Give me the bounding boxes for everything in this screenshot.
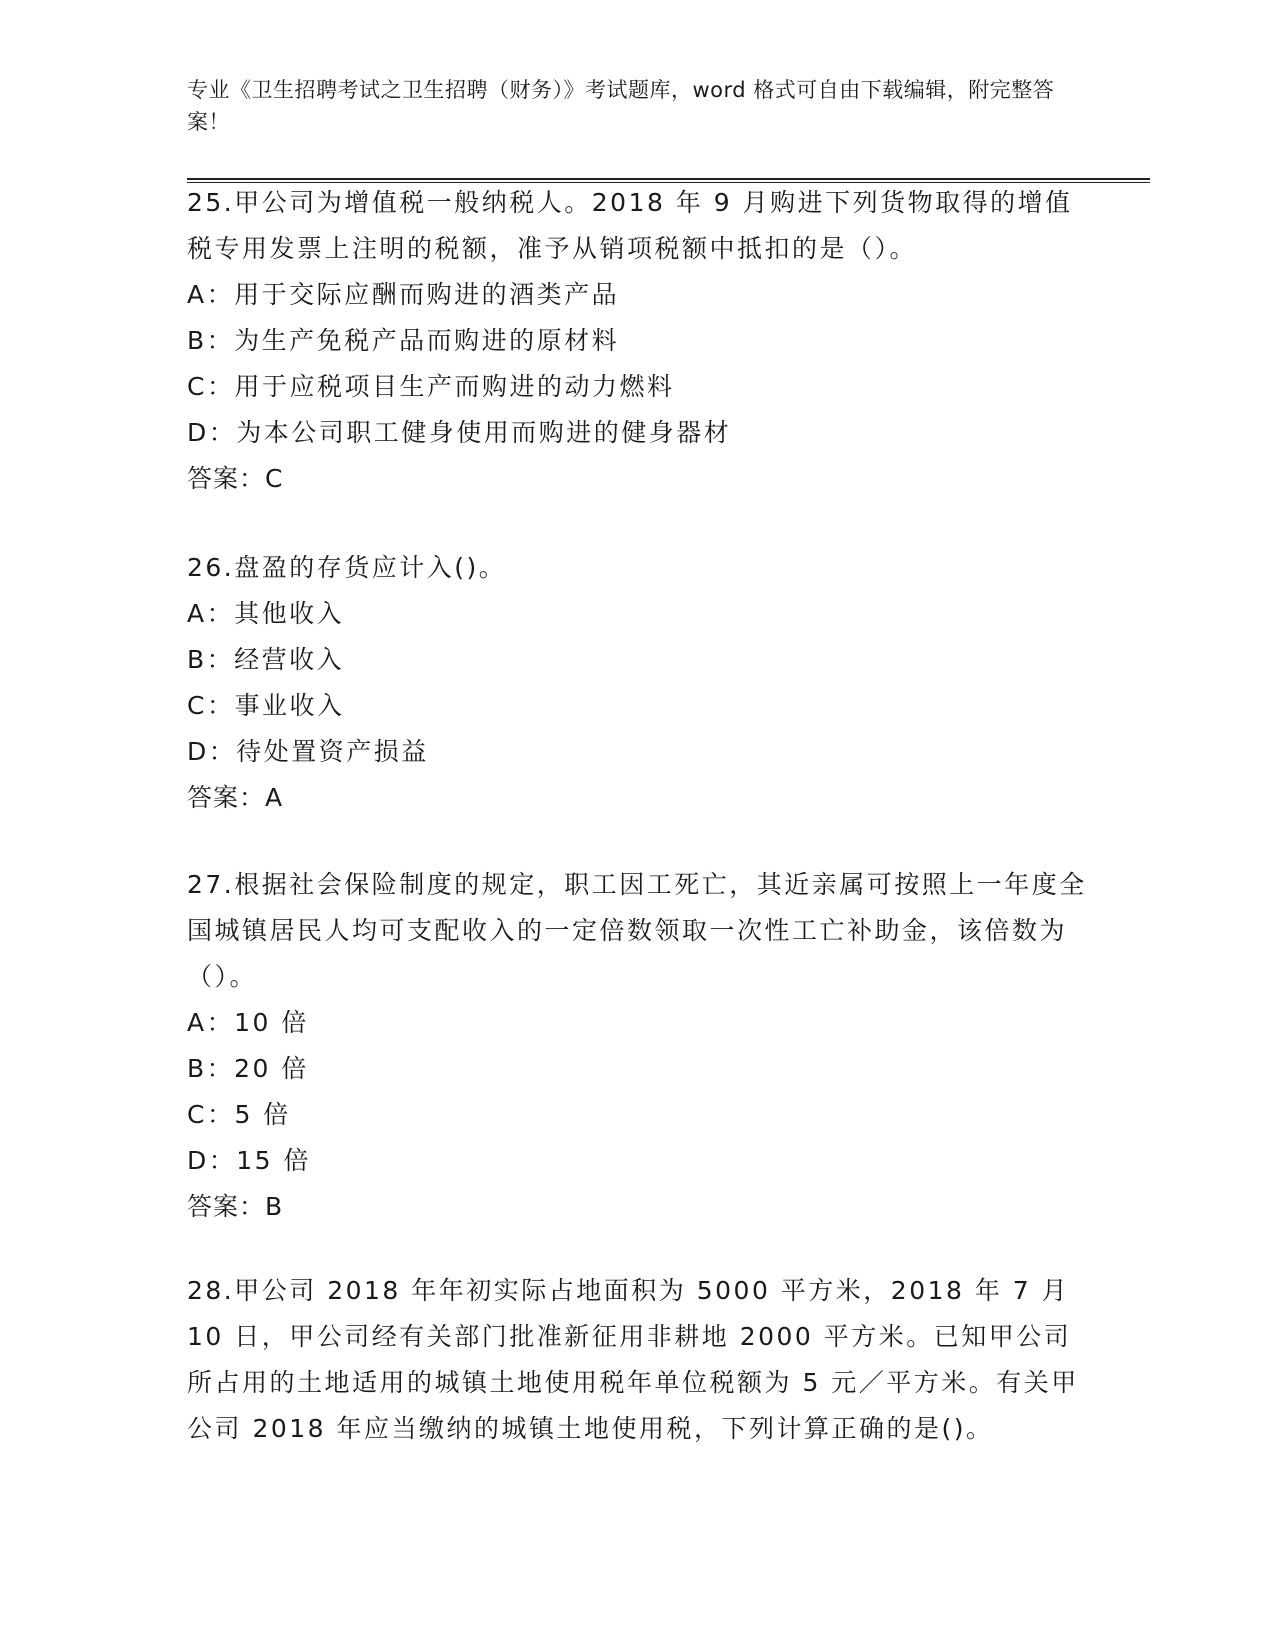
option-d: D：待处置资产损益: [187, 737, 429, 766]
question-stem: 25.甲公司为增值税一般纳税人。2018 年 9 月购进下列货物取得的增值税专用发票上注明的税额，准予从销项税额中抵扣的是（）。: [187, 188, 1073, 263]
option-c: C：用于应税项目生产而购进的动力燃料: [187, 372, 675, 401]
question-25: [187, 180, 1087, 502]
answer-value: B: [265, 1192, 284, 1221]
option-a: A：用于交际应酬而购进的酒类产品: [187, 280, 620, 309]
option-c: C：5 倍: [187, 1100, 291, 1129]
answer-value: A: [265, 783, 284, 812]
question-stem: 26.盘盈的存货应计入()。: [187, 553, 507, 582]
option-b: B：经营收入: [187, 645, 345, 674]
answer-line: [187, 456, 1087, 502]
answer-line: [187, 1184, 1087, 1230]
option-a: A：其他收入: [187, 599, 345, 628]
question-stem: 27.根据社会保险制度的规定，职工因工死亡，其近亲属可按照上一年度全国城镇居民人均可支配收入的一定倍数领取一次性工亡补助金，该倍数为（）。: [187, 870, 1087, 991]
answer-label: 答案：: [187, 783, 266, 812]
answer-line: [187, 775, 1087, 821]
document-header: 专业《卫生招聘考试之卫生招聘（财务）》考试题库，word 格式可自由下载编辑，附完整答案！: [187, 78, 1055, 134]
answer-label: 答案：: [187, 464, 266, 493]
option-c: C：事业收入: [187, 691, 345, 720]
option-d: D：15 倍: [187, 1146, 312, 1175]
option-b: B：为生产免税产品而购进的原材料: [187, 326, 620, 355]
option-b: B：20 倍: [187, 1054, 309, 1083]
answer-label: 答案：: [187, 1192, 266, 1221]
answer-value: C: [265, 464, 284, 493]
question-28: [187, 1268, 1087, 1452]
question-26: [187, 545, 1087, 821]
option-d: D：为本公司职工健身使用而购进的健身器材: [187, 418, 732, 447]
question-stem: 28.甲公司 2018 年年初实际占地面积为 5000 平方米，2018 年 7 月 10 日，甲公司经有关部门批准新征用非耕地 2000 平方米。已知甲公司所占用的土地适用的城镇土地使用税年单位税额为 5 元／平方米。有关甲公司 2018 年应当缴纳的城镇土地使用税，下列计算正确的是()。: [187, 1276, 1079, 1443]
question-27: [187, 862, 1087, 1230]
option-a: A：10 倍: [187, 1008, 309, 1037]
